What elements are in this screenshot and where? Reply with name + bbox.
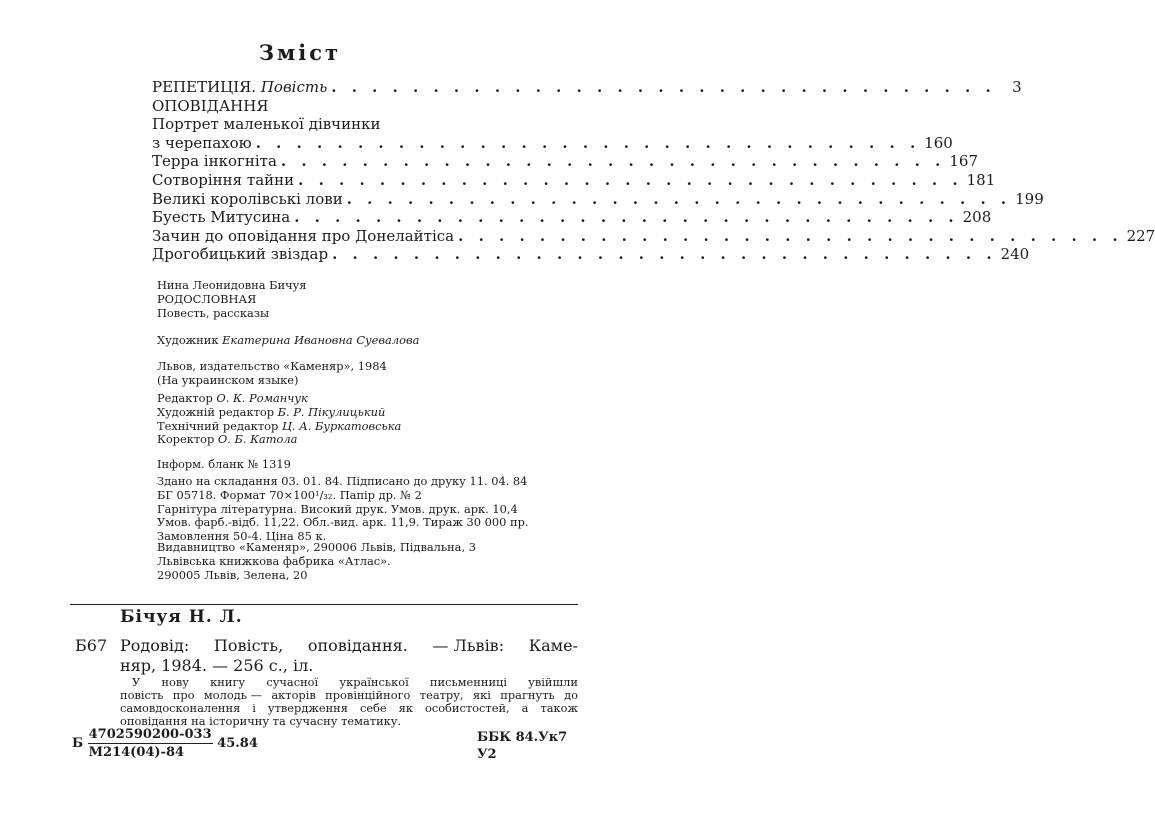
- toc-entry: [152, 152, 978, 171]
- toc-entry-title: [152, 115, 380, 134]
- annotation-word: провінційного: [325, 688, 411, 702]
- annotation-word: повість: [120, 688, 164, 702]
- inform-line: Інформ. бланк № 1319: [157, 457, 291, 471]
- production-line: Умов. фарб.-відб. 11,22. Обл.-вид. арк. 11,9. Тираж 30 000 пр.: [157, 515, 529, 530]
- staff-role: Технічний редактор: [157, 418, 282, 433]
- imprint-header: [157, 279, 577, 320]
- toc-entry-title: [152, 227, 454, 246]
- toc-entry-title: [152, 208, 290, 227]
- annotation-word: У: [132, 675, 141, 689]
- catalog-entry-word: Родовід:: [120, 636, 190, 655]
- staff-line: [157, 420, 577, 434]
- toc-list: [152, 78, 1155, 264]
- toc-entry: [152, 170, 996, 190]
- staff-role: Коректор: [157, 432, 218, 447]
- toc-entry-page: 240: [1000, 245, 1030, 264]
- annotation-word: як: [398, 701, 413, 715]
- toc-entry-page: 3: [1012, 78, 1022, 96]
- language-note: (На украинском языке): [157, 372, 299, 387]
- annotation-line: оповідання на історичну та сучасну тематику.: [120, 714, 402, 728]
- isbn-block: [72, 726, 258, 761]
- toc-entry-title-text: РЕПЕТИЦІЯ.: [152, 78, 261, 96]
- annotation-word: письменниці: [429, 675, 507, 689]
- toc-leader-dots: . . . . . . . . . . . . . . . . . . . . . . . . . . . . . . . . .: [294, 208, 959, 227]
- toc-leader-dots: . . . . . . . . . . . . . . . . . . . . . . . . . . . . . . . . .: [332, 245, 997, 264]
- toc-leader-dots: . . . . . . . . . . . . . . . . . . . . . . . . . . . . . . . . .: [255, 133, 921, 152]
- imprint-author: Нина Леонидовна Бичуя: [157, 278, 307, 292]
- staff-line: [157, 433, 577, 447]
- artist-label: Художник: [157, 333, 223, 347]
- publisher-line: Львов, издательство «Каменяр», 1984: [157, 359, 387, 373]
- annotation-word: нову: [161, 675, 189, 689]
- toc-entry: [152, 208, 992, 227]
- imprint-genre: Повесть, рассказы: [157, 305, 270, 320]
- toc-leader-dots: . . . . . . . . . . . . . . . . . . . . . . . . . . . . . . . . .: [346, 189, 1012, 208]
- annotation-word: молодь —: [203, 688, 262, 702]
- staff-name: Ц. А. Буркатовська: [281, 418, 402, 433]
- production-line: Здано на складання 03. 01. 84. Підписано до друку 11. 04. 84: [157, 474, 528, 488]
- production-line: Замовлення 50-4. Ціна 85 к.: [157, 529, 327, 544]
- toc-entry-page: 181: [966, 170, 996, 189]
- catalog-author: Бічуя Н. Л.: [120, 607, 243, 627]
- catalog-entry-word: — Львів:: [432, 636, 505, 655]
- annotation-word: і: [252, 701, 256, 715]
- annotation-word: сучасної: [266, 675, 319, 689]
- staff-name: Б. Р. Пікулицький: [277, 404, 386, 419]
- toc-entry-title-text: Зачин до оповідання про Донелайтіса: [152, 226, 455, 245]
- toc-entry-title-text: Буесть Митусина: [152, 208, 291, 227]
- address-line: Львівська книжкова фабрика «Атлас».: [157, 553, 391, 568]
- toc-leader-dots: . . . . . . . . . . . . . . . . . . . . . . . . . . . . . . . . .: [331, 78, 996, 96]
- production-line: БГ 05718. Формат 70×100¹/₃₂. Папір др. № 2: [157, 487, 422, 502]
- artist-name: Екатерина Ивановна Суевалова: [222, 333, 420, 347]
- toc-entry-title: [152, 78, 327, 97]
- annotation-word: про: [172, 688, 195, 702]
- catalog-divider: [70, 604, 578, 605]
- production-line: Гарнітура літературна. Високий друк. Умов. друк. арк. 10,4: [157, 501, 518, 516]
- toc-entry: [152, 78, 1022, 97]
- address-line: Видавництво «Каменяр», 290006 Львів, Підвальна, 3: [157, 540, 476, 554]
- staff-name: О. Б. Катола: [217, 432, 298, 447]
- toc-leader-dots: . . . . . . . . . . . . . . . . . . . . . . . . . . . . . . . . .: [298, 170, 963, 189]
- annotation-word: до: [564, 688, 578, 702]
- toc-entry-title: [152, 171, 294, 190]
- annotation-word: особистостей,: [424, 701, 510, 715]
- annotation-word: себе: [359, 701, 387, 715]
- udc-code: У2: [477, 747, 497, 762]
- toc-entry-title: [152, 97, 268, 116]
- toc-entry-title: [152, 152, 277, 171]
- address-line: 290005 Львів, Зелена, 20: [157, 567, 308, 582]
- staff-name: О. К. Романчук: [216, 391, 308, 405]
- toc-entry: [152, 97, 484, 116]
- imprint-inform: [157, 458, 577, 472]
- bbk-code: ББК 84.Ук7: [477, 730, 568, 745]
- annotation-word: театру,: [419, 688, 464, 702]
- toc-entry-page: 227: [1126, 226, 1155, 245]
- isbn-numerator: 4702590200-033: [88, 727, 212, 742]
- catalog-entry: [120, 636, 578, 676]
- staff-line: [157, 406, 577, 420]
- annotation-word: увійшли: [528, 675, 578, 689]
- annotation-word: а: [521, 701, 529, 715]
- annotation-word: книгу: [210, 675, 246, 689]
- classification-block: [477, 729, 567, 763]
- annotation-word: які: [472, 688, 491, 702]
- toc-entry-title-text: Великі королівські лови: [152, 189, 343, 208]
- toc-leader-dots: . . . . . . . . . . . . . . . . . . . . . . . . . . . . . . . . .: [280, 152, 946, 171]
- toc-leader-dots: . . . . . . . . . . . . . . . . . . . . . . . . . . . . . . . . .: [458, 226, 1123, 245]
- catalog-entry-line1: [120, 636, 578, 656]
- toc-entry-title-text: Сотворіння тайни: [152, 170, 295, 189]
- toc-entry-title-text: Дрогобицький звіздар: [152, 245, 329, 264]
- catalog-entry-word: Повість,: [213, 636, 284, 655]
- catalog-annotation: [120, 676, 578, 728]
- toc-entry: [152, 189, 1044, 209]
- catalog-entry-line2: няр, 1984. — 256 с., іл.: [120, 656, 314, 675]
- toc-entry: [152, 133, 953, 153]
- imprint-book-title: РОДОСЛОВНАЯ: [157, 291, 257, 306]
- toc-entry-title: [152, 134, 252, 153]
- toc-entry-page: 160: [924, 133, 953, 152]
- toc-entry-title-text: Портрет маленької дівчинки: [152, 115, 381, 134]
- toc-entry-page: 208: [962, 208, 992, 227]
- imprint-artist: [157, 334, 577, 348]
- toc-entry-title-text: з черепахою: [152, 133, 252, 152]
- annotation-word: прагнуть: [500, 688, 555, 702]
- toc-entry-subtitle: Повість: [260, 78, 328, 96]
- staff-line: [157, 392, 577, 406]
- annotation-word: також: [540, 701, 578, 715]
- toc-entry: [152, 245, 1030, 264]
- staff-role: Художній редактор: [157, 404, 278, 419]
- toc-entry-page: 199: [1015, 189, 1044, 208]
- imprint-addresses: [157, 541, 577, 582]
- imprint-publisher: [157, 360, 577, 388]
- toc-title: Зміст: [258, 40, 342, 65]
- toc-entry-title: [152, 245, 328, 264]
- isbn-suffix: 45.84: [217, 736, 258, 751]
- toc-entry-title-text: ОПОВІДАННЯ: [152, 96, 269, 115]
- annotation-word: української: [339, 675, 409, 689]
- imprint-staff: [157, 392, 577, 447]
- toc-entry-page: 167: [949, 152, 978, 171]
- isbn-prefix: Б: [72, 736, 84, 751]
- isbn-denominator: М214(04)-84: [88, 745, 185, 760]
- annotation-word: акторів: [271, 688, 316, 702]
- toc-entry-title-text: Терра інкогніта: [152, 152, 277, 171]
- catalog-code: Б67: [75, 636, 108, 655]
- imprint-production: [157, 475, 577, 544]
- toc-entry-title: [152, 190, 343, 209]
- annotation-word: утвердження: [267, 701, 348, 715]
- catalog-entry-word: оповідання.: [307, 636, 408, 655]
- catalog-entry-word: Каме-: [528, 636, 578, 655]
- annotation-word: самовдосконалення: [120, 701, 241, 715]
- staff-role: Редактор: [157, 391, 217, 405]
- toc-entry: [152, 115, 484, 134]
- toc-entry: [152, 226, 1155, 246]
- isbn-fraction: [88, 726, 213, 761]
